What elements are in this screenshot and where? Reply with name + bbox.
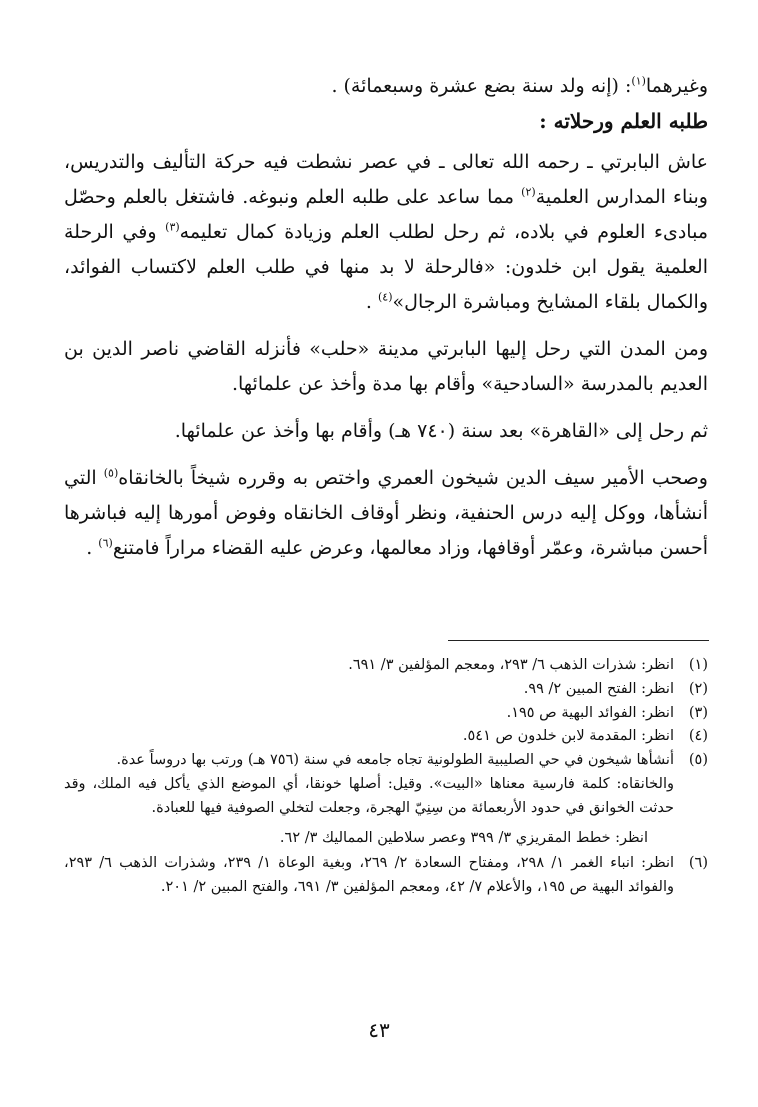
p1-text-b: مما ساعد على طلبه العلم ونبوغه. فاشتغل بالعلم وحصّل مبادىء العلوم في بلاده، ثم رحل لطلب العلم وزيادة كمال تعليمه (64, 186, 708, 243)
footnote-text: انظر: شذرات الذهب ٦/ ٢٩٣، ومعجم المؤلفين ٣/ ٦٩١. (348, 657, 674, 673)
footnote-ref: (٤) (378, 290, 393, 304)
footnotes (64, 654, 708, 900)
footnote-text: انظر: المقدمة لابن خلدون ص ٥٤١. (462, 728, 674, 745)
footnote-4 (64, 725, 708, 749)
p1-text-c: وفي الرحلة العلمية يقول ابن خلدون: «فالرحلة لا بد منها في طلب العلم لاكتساب الفوائد، والكمال بلقاء المشايخ ومباشرة الرجال» (64, 221, 708, 313)
intro-line (64, 69, 708, 104)
section-heading: طلبه العلم ورحلاته : (539, 109, 708, 133)
p1-text-a: عاش البابرتي ـ رحمه الله تعالى ـ في عصر نشطت فيه حركة التأليف والتدريس، وبناء المدارس العلمية (64, 151, 708, 208)
footnote-5-continuation: والخانقاه: كلمة فارسية معناها «البيت». وقيل: أصلها خونقا، أي الموضع الذي يأكل فيه الملك، وقد حدثت الخوانق في حدود الأربعمائة من سِنِيّ الهجرة، وجعلت لتخلي الصوفية فيها للعبادة. (64, 775, 674, 816)
footnote-5-source: انظر: خطط المقريزي ٣/ ٣٩٩ وعصر سلاطين المماليك ٣/ ٦٢. (279, 829, 648, 846)
footnote-2 (64, 678, 708, 702)
footnote-ref: (٦) (98, 536, 113, 550)
main-text (64, 69, 708, 566)
p4-text-a: وصحب الأمير سيف الدين شيخون العمري واختص به وقرره شيخاً بالخانقاه (118, 467, 708, 489)
footnote-number: (٦) (688, 855, 708, 872)
intro-quote: : (إنه ولد سنة بضع عشرة وسبعمائة) . (331, 75, 632, 97)
footnote-ref: (٢) (521, 185, 536, 199)
p4-text-c: . (86, 537, 99, 559)
intro-text: وغيرهما (645, 75, 708, 97)
paragraph-3: ثم رحل إلى «القاهرة» بعد سنة (٧٤٠ هـ) وأقام بها وأخذ عن علمائها. (174, 420, 708, 442)
footnote-number: (٣) (688, 704, 708, 721)
paragraph-1 (64, 145, 708, 320)
footnote-3 (64, 702, 708, 726)
footnote-number: (٥) (688, 752, 708, 769)
footnote-text: أنشأها شيخون في حي الصليبية الطولونية تجاه جامعه في سنة (٧٥٦ هـ) ورتب بها دروساً عدة. (116, 752, 674, 769)
p1-text-d: . (365, 291, 378, 313)
footnote-number: (١) (688, 657, 708, 673)
footnote-number: (٢) (688, 680, 708, 697)
footnote-text: انظر: الفتح المبين ٢/ ٩٩. (523, 680, 674, 697)
page-number: ٤٣ (368, 1018, 390, 1042)
footnote-divider (448, 640, 709, 641)
footnote-number: (٤) (688, 728, 708, 745)
footnote-6 (64, 852, 708, 900)
paragraph-4 (64, 461, 708, 566)
footnote-5 (64, 749, 708, 773)
paragraph-2: ومن المدن التي رحل إليها البابرتي مدينة «حلب» فأنزله القاضي ناصر الدين بن العديم بالمدرسة «السادحية» وأقام بها مدة وأخذ عن علمائها. (64, 338, 708, 395)
footnote-text: انظر: الفوائد البهية ص ١٩٥. (506, 704, 674, 721)
footnote-ref: (٥) (103, 466, 119, 480)
footnote-text: انظر: انباء الغمر ١/ ٢٩٨، ومفتاح السعادة ٢/ ٢٦٩، وبغية الوعاة ١/ ٢٣٩، وشذرات الذهب ٦/ ٢٩٣، والفوائد البهية ص ١٩٥، والأعلام ٧/ ٤٢، ومعجم المؤلفين ٣/ ٦٩١، والفتح المبين ٢/ ٢٠١. (64, 855, 675, 896)
footnote-ref: (١) (631, 74, 646, 88)
p4-text-b: التي أنشأها، ووكل إليه درس الحنفية، ونظر أوقاف الخانقاه وفوض أمورها إليه فباشرها أحسن مباشرة، وعمّر أوقافها، وزاد معالمها، وعرض عليه القضاء مراراً فامتنع (64, 467, 708, 559)
footnote-1 (64, 654, 708, 678)
footnote-ref: (٣) (165, 220, 180, 234)
